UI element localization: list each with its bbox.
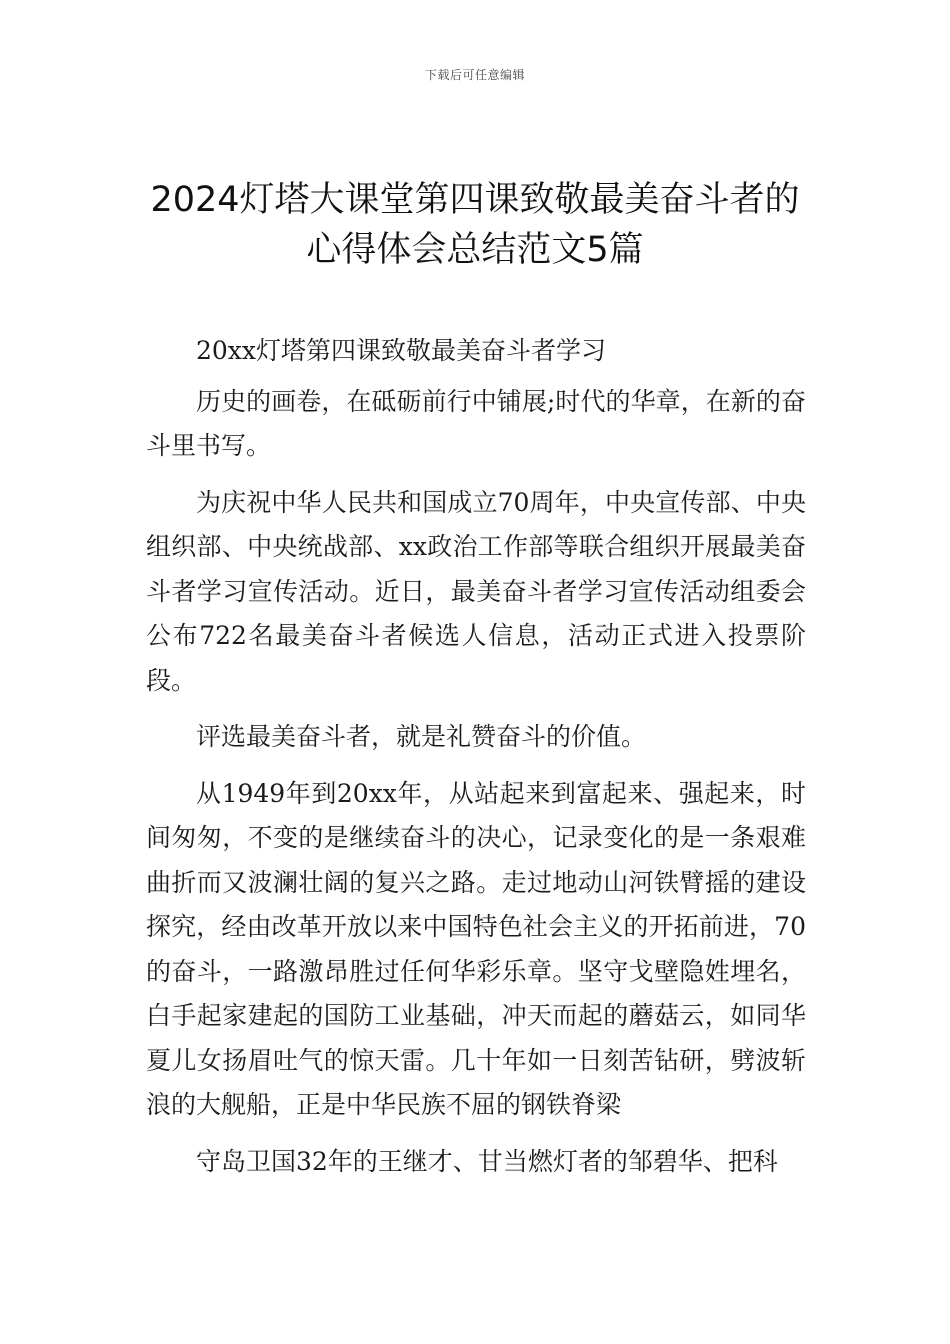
paragraph-5: 守岛卫国32年的王继才、甘当燃灯者的邹碧华、把科 xyxy=(196,1146,778,1176)
paragraph-2: 为庆祝中华人民共和国成立70周年，中央宣传部、中央组织部、中央统战部、xx政治工作部等联合组织开展最美奋斗者学习宣传活动。近日，最美奋斗者学习宣传活动组委会公布722名最美奋斗者候选人信息，活动正式进入投票阶段。 xyxy=(146,487,806,695)
section-subtitle: 20xx灯塔第四课致敬最美奋斗者学习 xyxy=(196,336,607,365)
document-title xyxy=(120,175,830,275)
paragraph-4: 从1949年到20xx年，从站起来到富起来、强起来，时间匆匆，不变的是继续奋斗的决心，记录变化的是一条艰难曲折而又波澜壮阔的复兴之路。走过地动山河铁臂摇的建设探究，经由改革开放以来中国特色社会主义的开拓前进，70的奋斗，一路激昂胜过任何华彩乐章。坚守戈壁隐姓埋名，白手起家建起的国防工业基础，冲天而起的蘑菇云，如同华夏儿女扬眉吐气的惊天雷。几十年如一日刻苦钻研，劈波斩浪的大舰船，正是中华民族不屈的钢铁脊梁 xyxy=(146,778,806,1119)
document-body xyxy=(146,329,806,1196)
title-line-2: 心得体会总结范文5篇 xyxy=(306,230,644,270)
paragraph-1: 历史的画卷，在砥砺前行中铺展;时代的华章，在新的奋斗里书写。 xyxy=(146,386,806,460)
header-note: 下载后可任意编辑 xyxy=(424,68,525,82)
paragraph-3: 评选最美奋斗者，就是礼赞奋斗的价值。 xyxy=(196,722,647,751)
title-line-1: 2024灯塔大课堂第四课致敬最美奋斗者的 xyxy=(150,180,800,220)
